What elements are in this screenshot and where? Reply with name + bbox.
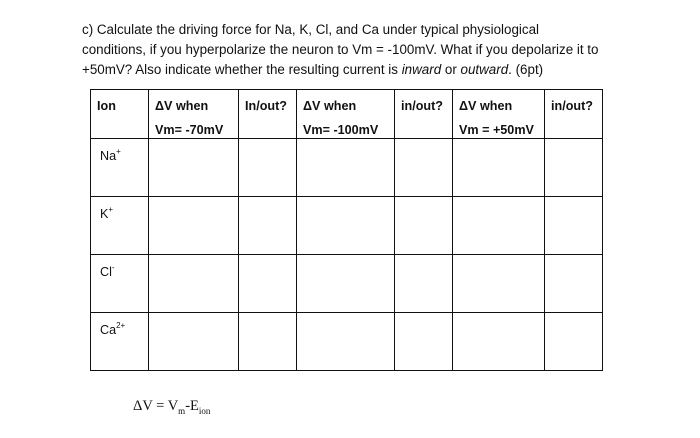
driving-force-formula: $\Delta V = V_m-E_{ion}$ [133, 398, 211, 416]
or-text: or [441, 62, 461, 77]
ion-cell-cl: Cl- [91, 255, 149, 313]
question-line-3-start: +50mV? Also indicate whether the resulting current is [82, 62, 402, 77]
answer-cell-dv70[interactable] [149, 255, 239, 313]
answer-cell-inout3[interactable] [545, 313, 603, 371]
answer-cell-inout1[interactable] [239, 255, 297, 313]
question-line-1: c) Calculate the driving force for Na, K, Cl, and Ca under typical physiological [82, 22, 539, 37]
header-inout-2: in/out? [395, 90, 453, 139]
header-inout-3: in/out? [545, 90, 603, 139]
table-row [91, 255, 603, 313]
driving-force-table [90, 89, 603, 371]
question-line-3-end: . (6pt) [508, 62, 544, 77]
ion-cell-na: Na+ [91, 139, 149, 197]
answer-cell-dv50[interactable] [453, 313, 545, 371]
answer-cell-dv50[interactable] [453, 139, 545, 197]
ion-cell-k: K+ [91, 197, 149, 255]
header-dv-70: ΔV when Vm= -70mV [149, 90, 239, 139]
answer-cell-inout3[interactable] [545, 197, 603, 255]
answer-cell-inout1[interactable] [239, 313, 297, 371]
table-row [91, 197, 603, 255]
header-ion: Ion [91, 90, 149, 139]
answer-cell-dv50[interactable] [453, 197, 545, 255]
answer-cell-inout2[interactable] [395, 313, 453, 371]
answer-cell-inout3[interactable] [545, 255, 603, 313]
outward-emphasis: outward [460, 62, 509, 77]
question-line-3 [82, 60, 682, 80]
answer-cell-inout1[interactable] [239, 197, 297, 255]
header-dv-50: ΔV when Vm = +50mV [453, 90, 545, 139]
answer-cell-inout2[interactable] [395, 139, 453, 197]
answer-cell-dv70[interactable] [149, 313, 239, 371]
answer-cell-dv100[interactable] [297, 255, 395, 313]
table-row [91, 313, 603, 371]
answer-cell-dv100[interactable] [297, 197, 395, 255]
header-inout-1: In/out? [239, 90, 297, 139]
answer-cell-dv70[interactable] [149, 197, 239, 255]
answer-cell-inout2[interactable] [395, 197, 453, 255]
answer-cell-inout1[interactable] [239, 139, 297, 197]
ion-cell-ca: $Ca^{2+}$ [91, 313, 149, 371]
table-header-row [91, 90, 603, 139]
answer-cell-inout2[interactable] [395, 255, 453, 313]
answer-cell-inout3[interactable] [545, 139, 603, 197]
answer-cell-dv70[interactable] [149, 139, 239, 197]
question-line-2: conditions, if you hyperpolarize the neuron to Vm = -100mV. What if you depolarize it to [82, 42, 599, 57]
inward-emphasis: inward [401, 62, 442, 77]
header-dv-100: ΔV when Vm= -100mV [297, 90, 395, 139]
answer-cell-dv50[interactable] [453, 255, 545, 313]
answer-cell-dv100[interactable] [297, 139, 395, 197]
question-text [82, 20, 682, 80]
table-row [91, 139, 603, 197]
answer-cell-dv100[interactable] [297, 313, 395, 371]
